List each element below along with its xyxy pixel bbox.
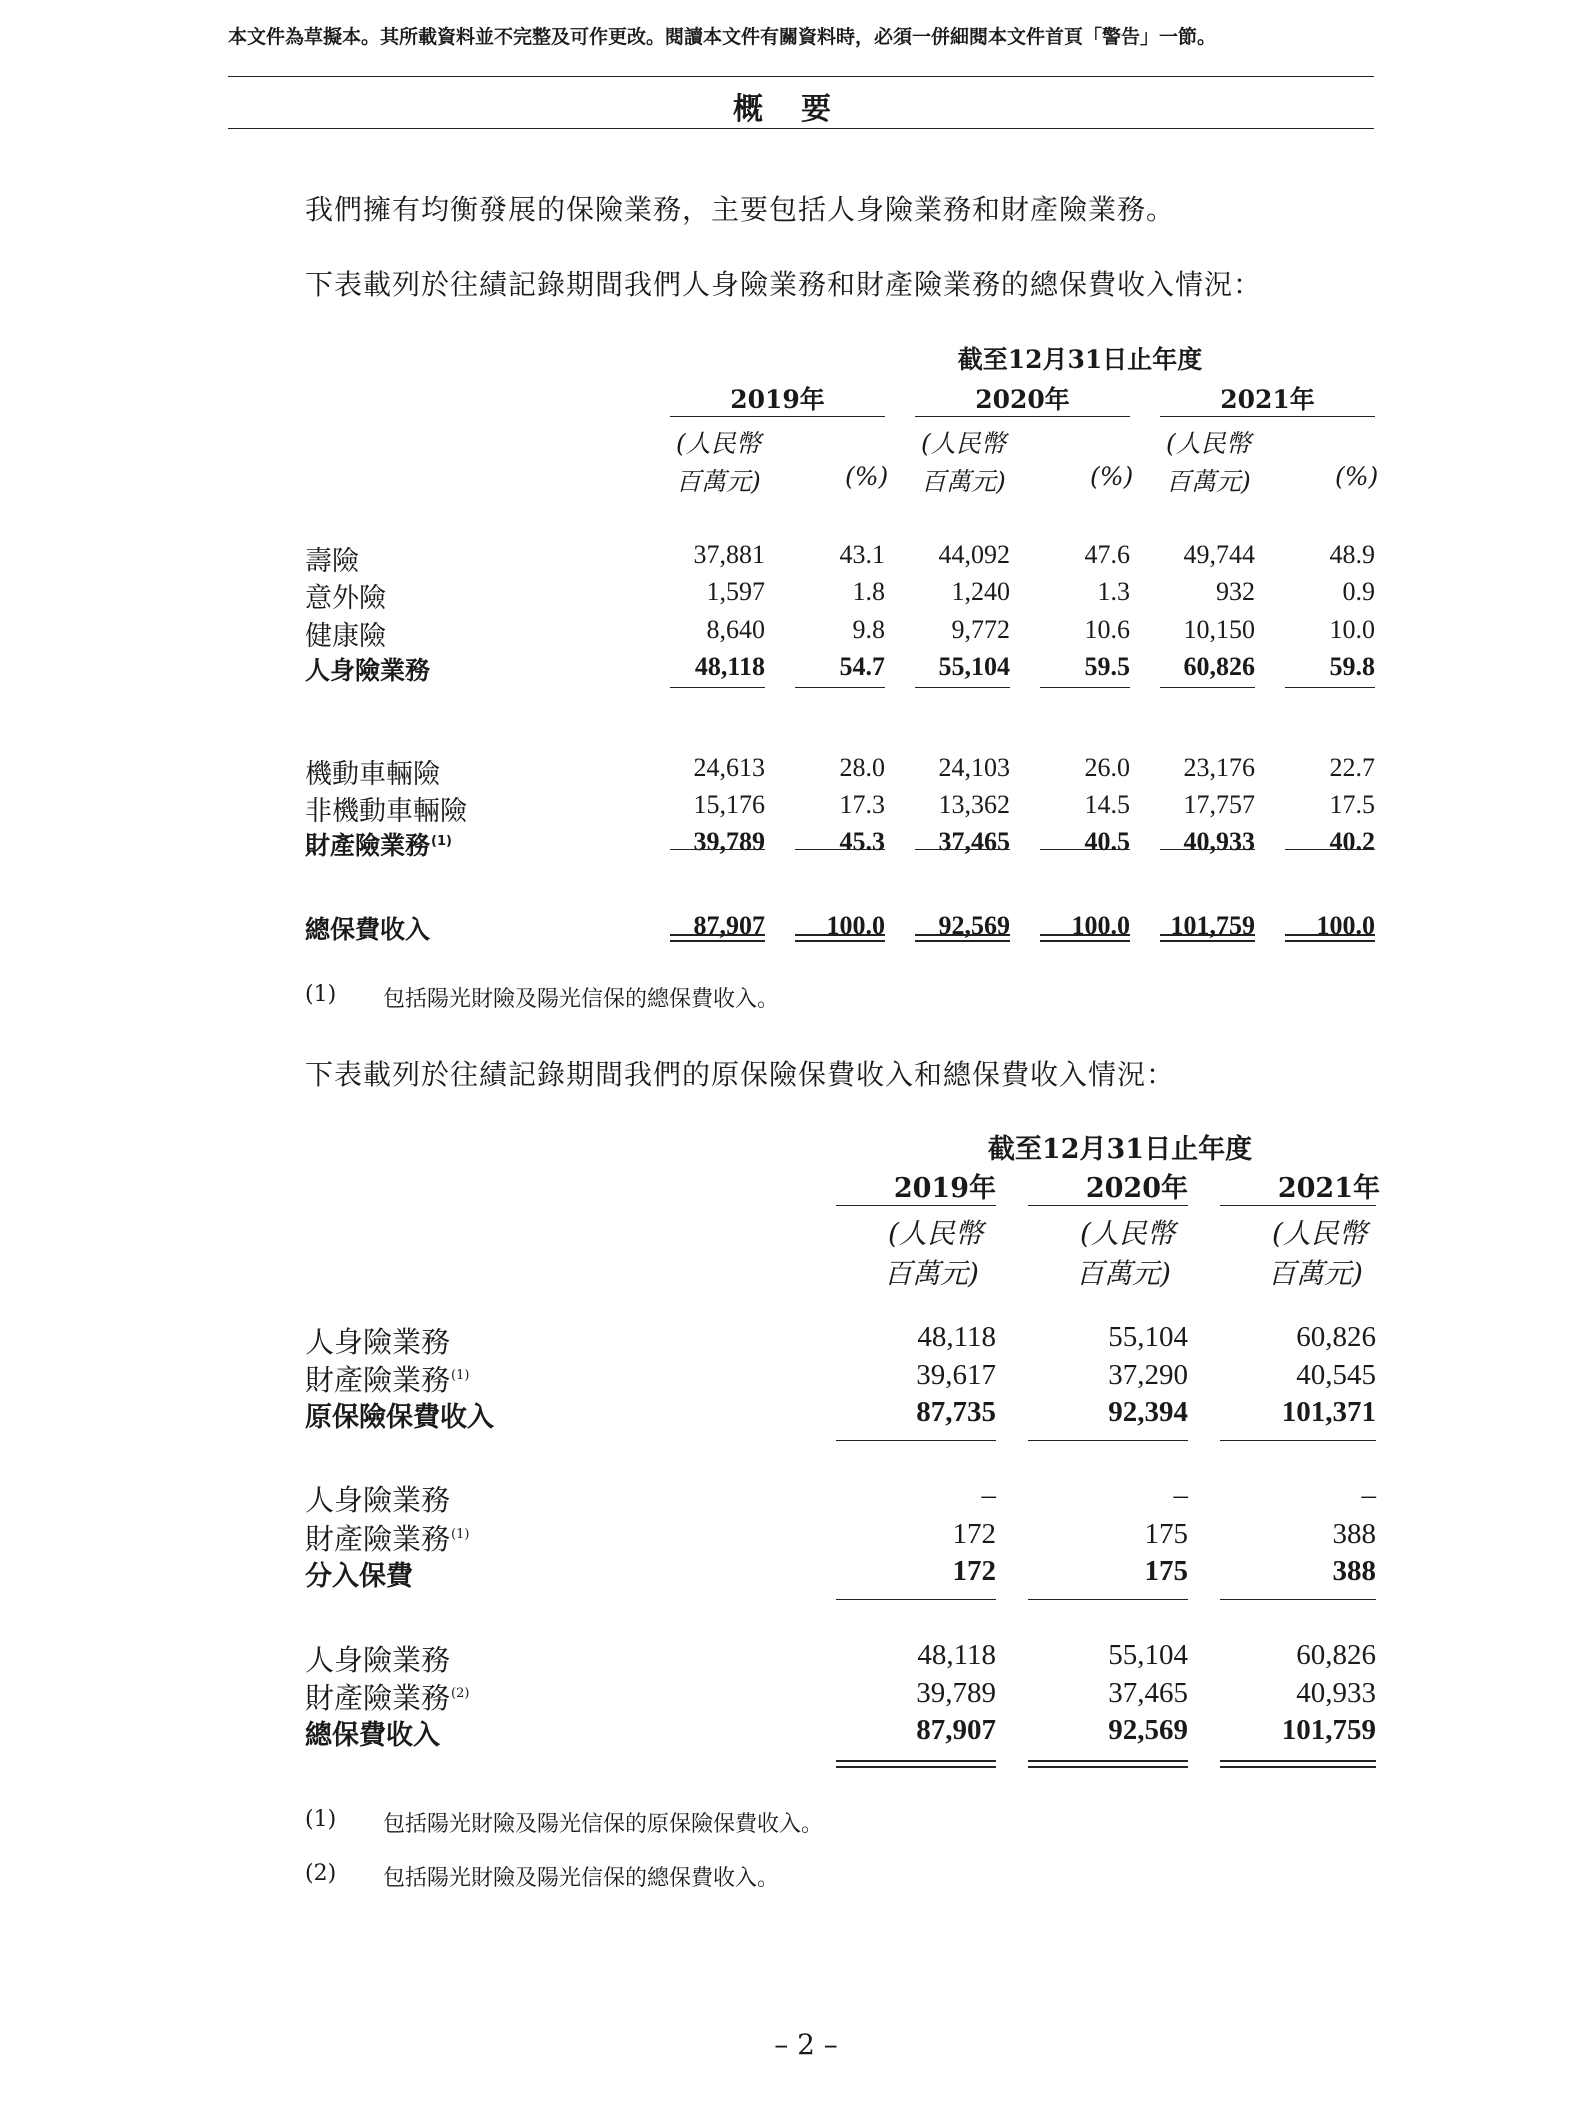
table1-cell: 48.9 [1329,540,1375,569]
header-top-rule [228,76,1374,77]
table2-cell: 55,104 [1108,1321,1188,1353]
table1-subtotal-rule [915,687,1010,688]
table1-cell: 87,907 [693,911,765,940]
table1-total-double-rule [1040,934,1130,942]
table1-cell: 59.8 [1329,652,1375,681]
table1-year-underline [1160,416,1375,417]
table2-cell: 388 [1332,1555,1376,1587]
table1-cell: 100.0 [826,911,885,940]
table1-cell: 1.8 [852,577,885,606]
table1-cell: 9,772 [951,615,1010,644]
table2-row-label: 人身險業務 [305,1643,451,1677]
table2-cell: 40,545 [1296,1359,1376,1391]
table1-period-header: 截至12月31日止年度 [957,345,1203,374]
table1-cell: 54.7 [839,652,885,681]
table2-row-label: 財產險業務$^{(2)}$ [305,1681,470,1715]
table2-cell: 60,826 [1296,1639,1376,1671]
table2-unit-label: 百萬元) [1268,1257,1363,1290]
table1-cell: 13,362 [938,790,1010,819]
table1-unit-label: 百萬元) [1166,467,1251,496]
table2-intro-paragraph: 下表載列於往績記錄期間我們的原保險保費收入和總保費收入情況： [305,1058,1176,1091]
footnote-marker: (1) [431,833,452,849]
table1-cell: 37,881 [693,540,765,569]
table2-footnote-number: (2) [305,1861,337,1886]
table1-cell: 48,118 [694,652,765,681]
table2-unit-label: 百萬元) [1076,1257,1171,1290]
table1-unit-label: (人民幣 [1166,429,1251,458]
table1-cell: 24,613 [693,753,765,782]
table1-total-double-rule [1160,934,1255,942]
table1-subtotal-rule [1160,687,1255,688]
table1-cell: 37,465 [938,827,1010,856]
table2-cell: – [981,1479,996,1511]
table1-cell: 49,744 [1183,540,1255,569]
table1-year-2019: 2019年 [730,385,825,414]
table1-cell: 1.3 [1097,577,1130,606]
table1-row-label: 壽險 [305,546,359,577]
table2-cell: 48,118 [917,1321,996,1353]
table1-row-label: 機動車輛險 [305,759,440,790]
table1-year-2021: 2021年 [1220,385,1315,414]
table2-total-double-rule [1220,1760,1376,1768]
table2-cell: 92,569 [1108,1714,1188,1746]
table2-year-2020: 2020年 [1085,1173,1188,1204]
table2-year-underline [1028,1205,1188,1206]
table1-row-label: 非機動車輛險 [305,796,467,827]
table1-cell: 17,757 [1183,790,1255,819]
table1-subtotal-rule [670,687,765,688]
table1-pct-label: (%) [1090,462,1134,491]
table2-cell: 48,118 [917,1639,996,1671]
table2-cell: 39,617 [916,1359,996,1391]
table1-unit-label: 百萬元) [676,467,761,496]
table2-subtotal-rule [1028,1599,1188,1600]
table2-cell: 39,789 [916,1677,996,1709]
table1-cell: 92,569 [938,911,1010,940]
table2-cell: – [1173,1479,1188,1511]
table2-year-2021: 2021年 [1277,1173,1380,1204]
table1-cell: 43.1 [839,540,885,569]
table1-unit-label: 百萬元) [921,467,1006,496]
footnote-marker: (1) [451,1527,470,1543]
table1-intro-paragraph: 下表載列於往績記錄期間我們人身險業務和財產險業務的總保費收入情況： [305,268,1263,301]
table2-cell: 55,104 [1108,1639,1188,1671]
table2-cell: 101,759 [1281,1714,1376,1746]
table1-total-double-rule [795,934,885,942]
table1-cell: 44,092 [938,540,1010,569]
table2-cell: 172 [952,1518,996,1550]
table1-cell: 40,933 [1183,827,1255,856]
table1-unit-label: (人民幣 [676,429,761,458]
table1-cell: 10.0 [1329,615,1375,644]
table2-total-double-rule [1028,1760,1188,1768]
footnote-marker: (2) [451,1686,470,1702]
table1-cell: 55,104 [938,652,1010,681]
table2-unit-label: (人民幣 [1272,1217,1367,1250]
table1-cell: 26.0 [1084,753,1130,782]
table1-pct-label: (%) [1335,462,1379,491]
table2-subtotal-rule [1220,1599,1376,1600]
table1-cell: 22.7 [1329,753,1375,782]
table1-cell: 17.5 [1329,790,1375,819]
table2-subtotal-rule [1220,1440,1376,1441]
table1-cell: 60,826 [1183,652,1255,681]
table1-cell: 14.5 [1084,790,1130,819]
table1-cell: 24,103 [938,753,1010,782]
table1-subtotal-rule [1160,849,1255,850]
table1-subtotal-rule [1040,849,1130,850]
table2-year-underline [836,1205,996,1206]
table1-cell: 100.0 [1071,911,1130,940]
table2-cell: 175 [1144,1555,1188,1587]
table2-year-underline [1220,1205,1376,1206]
table2-row-label: 人身險業務 [305,1483,451,1517]
table1-cell: 17.3 [839,790,885,819]
table1-cell: 28.0 [839,753,885,782]
table1-cell: 40.5 [1084,827,1130,856]
table1-cell: 10,150 [1183,615,1255,644]
table1-year-underline [915,416,1130,417]
table2-footnote-text: 包括陽光財險及陽光信保的原保險保費收入。 [383,1812,824,1837]
table2-cell: 175 [1144,1518,1188,1550]
table2-total-double-rule [836,1760,996,1768]
table2-cell: 87,735 [916,1396,996,1428]
table2-cell: – [1361,1479,1376,1511]
table1-cell: 932 [1216,577,1255,606]
table1-subtotal-rule [1040,687,1130,688]
table2-cell: 37,290 [1108,1359,1188,1391]
footnote-marker: (1) [451,1368,470,1384]
page-number: – 2 – [774,2028,838,2061]
table2-footnote-number: (1) [305,1807,337,1832]
table1-subtotal-rule [670,849,765,850]
table1-total-double-rule [915,934,1010,942]
table1-cell: 40.2 [1329,827,1375,856]
table1-cell: 47.6 [1084,540,1130,569]
table2-cell: 388 [1332,1518,1376,1550]
table2-unit-label: 百萬元) [884,1257,979,1290]
table2-cell: 101,371 [1281,1396,1376,1428]
table1-cell: 0.9 [1342,577,1375,606]
table1-subtotal-rule [1285,849,1375,850]
table2-subtotal-rule [1028,1440,1188,1441]
header-bottom-rule [228,128,1374,129]
table1-subtotal-rule [795,687,885,688]
table2-unit-label: (人民幣 [1080,1217,1175,1250]
table2-row-label: 財產險業務$^{(1)}$ [305,1363,470,1397]
table2-cell: 40,933 [1296,1677,1376,1709]
table1-pct-label: (%) [845,462,889,491]
table1-unit-label: (人民幣 [921,429,1006,458]
table1-subtotal-rule [795,849,885,850]
table1-year-2020: 2020年 [975,385,1070,414]
table2-year-2019: 2019年 [893,1173,996,1204]
intro-paragraph: 我們擁有均衡發展的保險業務，主要包括人身險業務和財產險業務。 [305,193,1176,226]
table1-cell: 9.8 [852,615,885,644]
table2-cell: 37,465 [1108,1677,1188,1709]
table1-cell: 23,176 [1183,753,1255,782]
table1-row-label: 財產險業務$^{(1)}$ [305,831,452,860]
table2-footnote-text: 包括陽光財險及陽光信保的總保費收入。 [383,1866,780,1891]
table2-unit-label: (人民幣 [888,1217,983,1250]
table1-row-label: 總保費收入 [305,915,431,944]
table1-cell: 101,759 [1170,911,1255,940]
draft-warning-note: 本文件為草擬本。其所載資料並不完整及可作更改。閱讀本文件有關資料時，必須一併細閱本文件首頁「警告」一節。 [228,26,1217,48]
section-title: 概要 [733,92,869,127]
table2-row-label: 人身險業務 [305,1325,451,1359]
table1-row-label: 意外險 [305,583,386,614]
table1-total-double-rule [670,934,765,942]
table1-subtotal-rule [1285,687,1375,688]
table2-subtotal-rule [836,1599,996,1600]
table2-row-label: 分入保費 [305,1561,413,1592]
table1-cell: 15,176 [693,790,765,819]
table2-subtotal-rule [836,1440,996,1441]
table1-cell: 1,240 [951,577,1010,606]
table1-cell: 59.5 [1084,652,1130,681]
table2-cell: 92,394 [1108,1396,1188,1428]
table1-subtotal-rule [915,849,1010,850]
table1-cell: 1,597 [706,577,765,606]
table1-total-double-rule [1285,934,1375,942]
table1-cell: 45.3 [839,827,885,856]
table1-footnote-number: (1) [305,982,337,1007]
table1-cell: 39,789 [693,827,765,856]
table2-row-label: 財產險業務$^{(1)}$ [305,1522,470,1556]
table2-cell: 87,907 [916,1714,996,1746]
table2-row-label: 原保險保費收入 [305,1402,494,1433]
table1-row-label: 人身險業務 [305,656,431,685]
table1-footnote-text: 包括陽光財險及陽光信保的總保費收入。 [383,987,780,1012]
table1-year-underline [670,416,885,417]
table1-row-label: 健康險 [305,621,386,652]
table2-cell: 60,826 [1296,1321,1376,1353]
table2-row-label: 總保費收入 [305,1720,440,1751]
table1-cell: 10.6 [1084,615,1130,644]
table2-cell: 172 [952,1555,996,1587]
table2-period-header: 截至12月31日止年度 [987,1134,1253,1165]
table1-cell: 100.0 [1316,911,1375,940]
table1-cell: 8,640 [706,615,765,644]
